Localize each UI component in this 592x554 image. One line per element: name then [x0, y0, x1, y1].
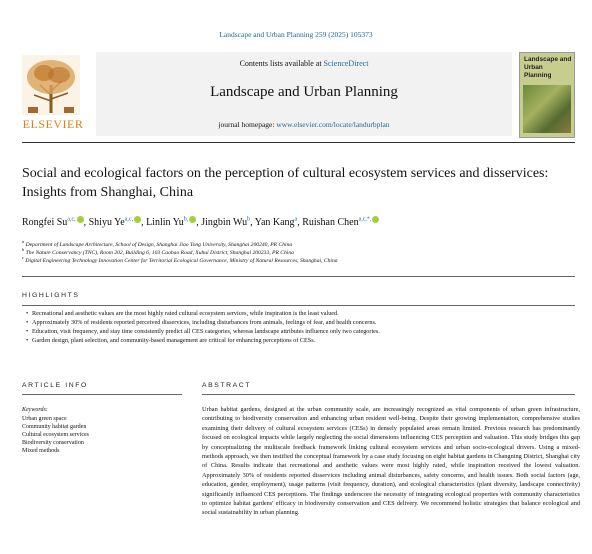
affiliation: $^b$ The Nature Conservancy (TNC), Room 202, Building 6, 103 Caobao Road, Xuhui District, Shanghai 200233, PR China — [22, 247, 294, 256]
affiliation: $^c$ Digital Engineering Technology Innovation Center for Territorial Ecological Governance, Ministry of Natural Resources, Shanghai, China — [22, 255, 338, 264]
orcid-icon[interactable] — [189, 216, 196, 223]
keyword: Community habitat garden — [22, 424, 87, 430]
cover-image — [523, 85, 571, 133]
homepage-line — [96, 120, 512, 129]
author-list: Rongfei $Su^{a,c,}$ , Shiyu $Ye^{a,c,}$ , Linlin $Yu^{b,}$ , Jingbin Wu$^b$, Yan Kang$^a$, Ruishan Chen$^{a,c,*,}$ — [22, 216, 582, 228]
author[interactable]: Linlin $Yu^{b,}$ — [146, 217, 196, 228]
keyword: Biodiversity conservation — [22, 440, 84, 446]
highlight-item: • Education, visit frequency, and stay time consistently predict all CES categories, whereas landscape attributes influence only two categories. — [26, 328, 380, 335]
homepage-link[interactable]: www.elsevier.com/locate/landurbplan — [276, 120, 390, 129]
contents-line — [96, 59, 512, 68]
orcid-icon[interactable] — [134, 216, 141, 223]
cover-title: Landscape and Urban Planning — [524, 56, 572, 79]
highlight-item: • Garden design, plant selection, and community-based management are critical for enhancing perceptions of CESs. — [26, 337, 316, 344]
divider — [22, 394, 182, 395]
highlights-heading: HIGHLIGHTS — [22, 292, 80, 299]
keyword: Cultural ecosystem services — [22, 432, 89, 438]
highlight-item: • Approximately 30% of residents reported perceived disservices, including disturbances from animals, feelings of fear, and health concerns. — [26, 319, 377, 326]
orcid-icon[interactable] — [372, 216, 379, 223]
keywords-label: Keywords: — [22, 407, 48, 413]
affiliation: $^a$ Department of Landscape Architecture, School of Design, Shanghai Jiao Tong University, Shanghai 200240, PR China — [22, 239, 293, 248]
author[interactable]: Shiyu $Ye^{a,c,}$ — [89, 217, 141, 228]
author[interactable]: Rongfei $Su^{a,c,}$ — [22, 217, 84, 228]
author[interactable]: Yan Kang$^a$ — [254, 216, 298, 228]
author[interactable]: Jingbin Wu$^b$ — [201, 216, 251, 228]
divider — [202, 394, 575, 395]
contents-prefix: Contents lists available at — [239, 59, 324, 68]
journal-name: Landscape and Urban Planning — [210, 84, 398, 100]
journal-reference[interactable]: Landscape and Urban Planning 259 (2025) 105373 — [219, 30, 373, 39]
orcid-icon[interactable] — [77, 216, 84, 223]
sciencedirect-link[interactable]: ScienceDirect — [323, 59, 369, 68]
elsevier-tree-logo-icon — [22, 55, 80, 115]
keyword: Urban green space — [22, 416, 67, 422]
abstract-text: Urban habitat gardens, designed at the urban community scale, are increasingly recognized as vital components of urban green infrastructure, contributing to biodiversity conservation and enhancing urban resident well-being. Despite their growing implementation, comprehensive studies examining their delivery of cultural ecosystem services (CESs) in densely populated areas remain limited. Previous research has predominantly focused on ecological impacts while largely neglecting the social dimensions influencing CES perception and valuation. This study bridges this gap by conceptualizing the multiscale feedback framework linking cultural ecosystem services and urban socio-ecological drivers. Using a mixed-methods approach, we then testified the conceptual framework by a case study focusing on eight habitat gardens in Changning District, Shanghai city of China. Results indicate that recreational and aesthetic values were most highly rated, while inspiration received the lowest valuation. Approximately 30% of residents reported disservices including animal disturbances, safety concerns, and health issues. Both social factors (age, education, gender, employment), usage patterns (visit frequency, duration), and ecological characteristics (plant diversity, landscape connectivity) significantly influenced CES perceptions. The findings underscore the necessity of integrating ecological properties with community characteristics to optimize habitat gardens' efficacy in biodiversity conservation and CES delivery. We recommend holistic strategies that balance ecological and social sustainability in urban planning. — [202, 406, 580, 517]
highlight-item: • Recreational and aesthetic values are the most highly rated cultural ecosystem services, while inspiration is the least valued. — [26, 310, 339, 317]
article-info-heading: ARTICLE INFO — [22, 382, 88, 389]
abstract-heading: ABSTRACT — [202, 382, 252, 389]
divider — [22, 305, 575, 306]
homepage-prefix: journal homepage: — [218, 120, 277, 129]
keyword: Mixed methods — [22, 448, 60, 454]
article-title: Social and ecological factors on the perception of cultural ecosystem services and disservices: Insights from Shanghai, China — [22, 166, 549, 200]
author[interactable]: Ruishan Chen$^{a,c,*,}$ — [302, 217, 379, 228]
publisher-name: ELSEVIER — [22, 117, 84, 131]
header-divider — [22, 142, 575, 143]
divider — [22, 276, 575, 277]
